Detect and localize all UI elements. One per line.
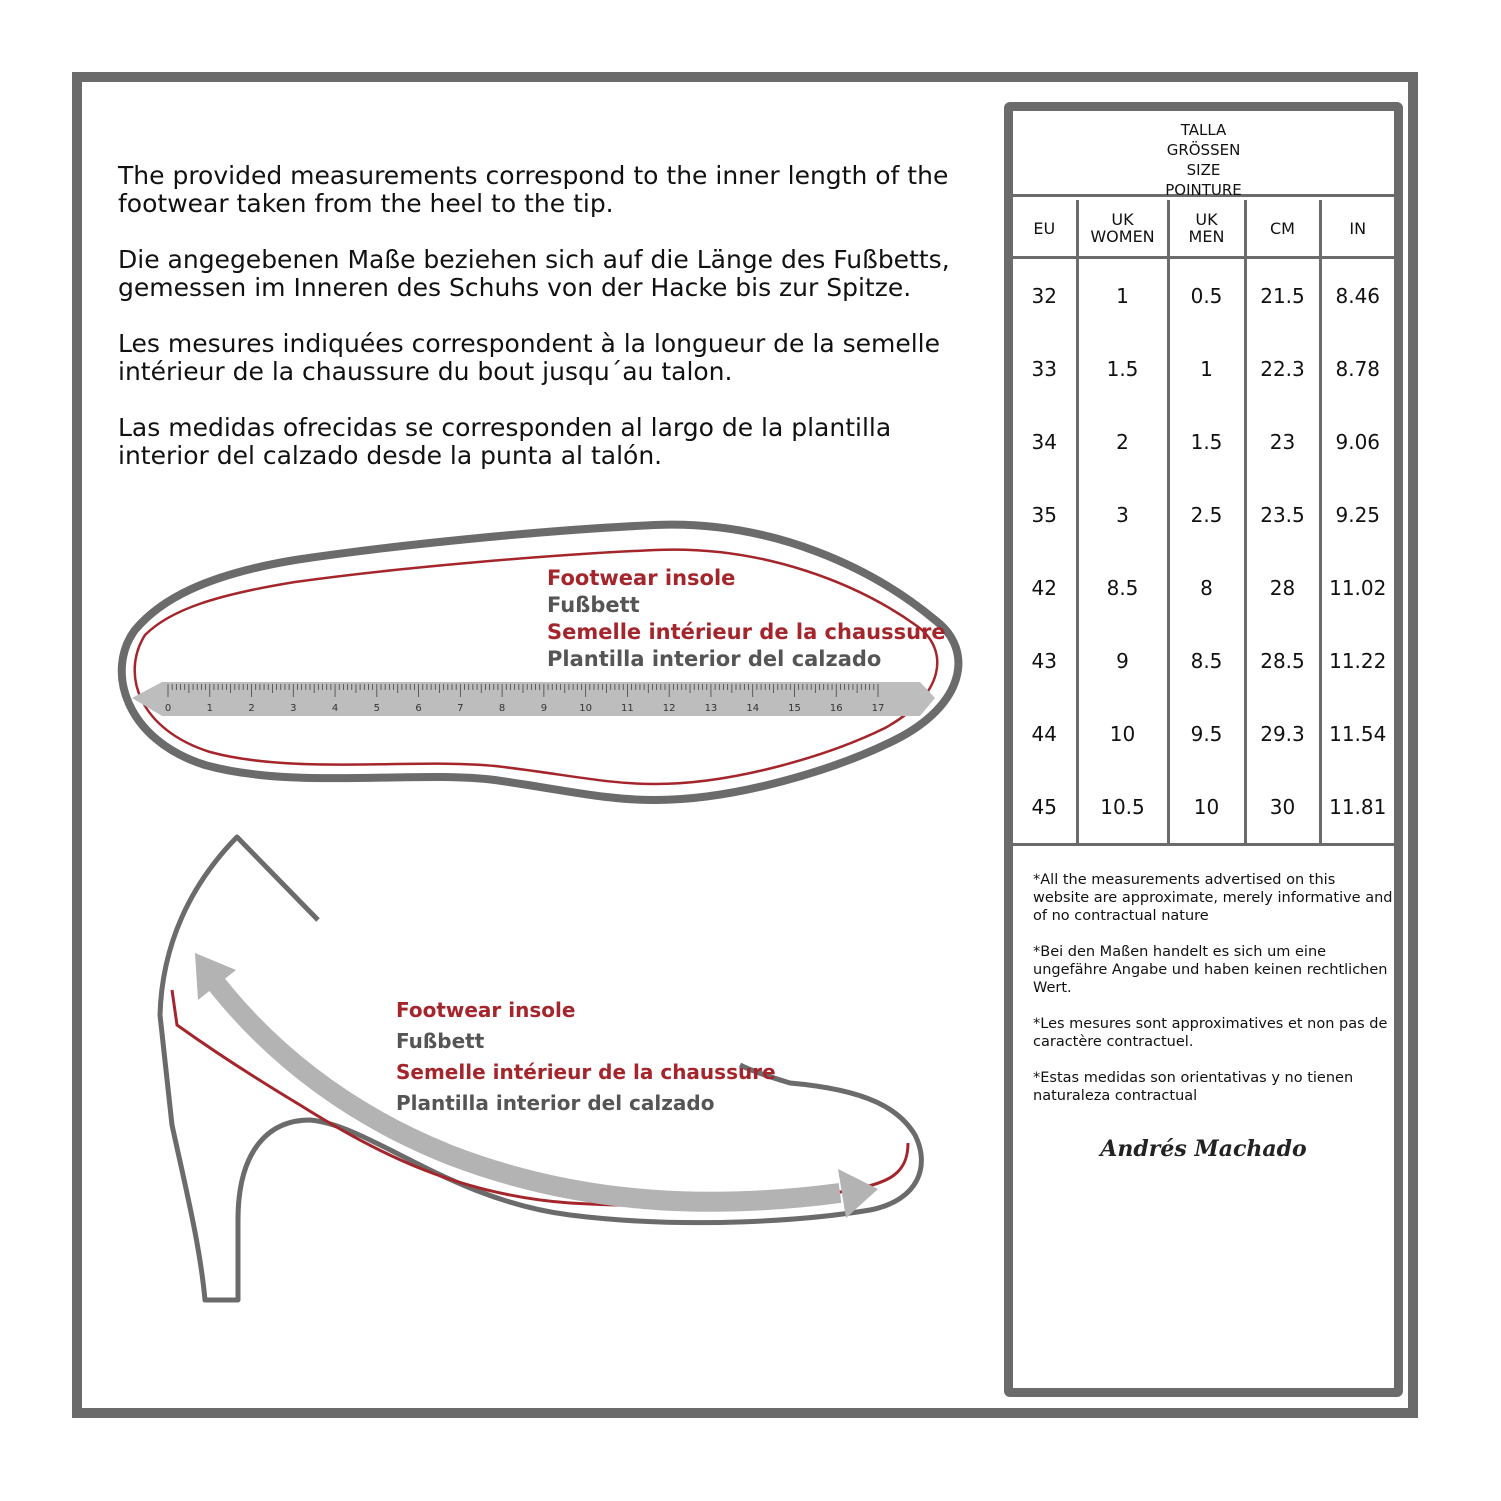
ruler-tick-label: 4 <box>331 703 339 714</box>
brand-logo: Andrés Machado <box>1100 1136 1307 1162</box>
cell-uk-men: 10 <box>1168 770 1245 845</box>
ruler-tick-label: 17 <box>871 703 885 714</box>
cell-eu: 35 <box>1013 478 1077 551</box>
note-es: *Estas medidas son orientativas y no tienen naturaleza contractual <box>1033 1070 1354 1104</box>
cell-cm: 30 <box>1245 770 1320 845</box>
ruler-tick-label: 16 <box>829 703 843 714</box>
cell-uk-men: 8 <box>1168 551 1245 624</box>
cell-uk-men: 2.5 <box>1168 478 1245 551</box>
cell-cm: 29.3 <box>1245 697 1320 770</box>
cell-in: 11.81 <box>1320 770 1394 845</box>
col-header-in: IN <box>1320 200 1394 258</box>
intro-fr: Les mesures indiquées correspondent à la longueur de la semelle intérieur de la chaussure du bout jusqu´au talon. <box>118 329 940 386</box>
pump-label-es: Plantilla interior del calzado <box>396 1091 715 1115</box>
ruler-tick-label: 0 <box>164 703 172 714</box>
size-chart-title <box>1013 111 1394 197</box>
note-en: *All the measurements advertised on this website are approximate, merely informative and of no contractual nature <box>1033 872 1393 924</box>
cell-uk-women: 1 <box>1077 258 1168 333</box>
title-en: SIZE <box>1186 161 1221 179</box>
cell-in: 8.78 <box>1335 356 1381 381</box>
ruler-tick-label: 13 <box>704 703 718 714</box>
cell-uk-men: 9.5 <box>1168 697 1245 770</box>
cell-uk-women: 2 <box>1077 405 1168 478</box>
cell-uk-women: 10 <box>1077 697 1168 770</box>
pump-label-fr: Semelle intérieur de la chaussure <box>396 1060 776 1084</box>
sole-label-es: Plantilla interior del calzado <box>547 647 882 671</box>
cell-cm: 23 <box>1245 405 1320 478</box>
cell-in: 9.06 <box>1335 429 1381 454</box>
cell-in: 11.22 <box>1329 648 1387 673</box>
table-row <box>1013 770 1394 845</box>
cell-in: 11.54 <box>1329 721 1387 746</box>
table-row <box>1013 332 1394 405</box>
table-row <box>1013 551 1394 624</box>
ruler-tick-label: 15 <box>788 703 801 714</box>
table-row <box>1013 624 1394 697</box>
ruler-tick-label: 6 <box>415 703 422 714</box>
cell-in: 11.02 <box>1329 575 1387 600</box>
title-de: GRÖSSEN <box>1166 141 1241 159</box>
intro-text <box>118 162 978 498</box>
cell-uk-women: 1.5 <box>1077 332 1168 405</box>
cell-uk-men: 1.5 <box>1168 405 1245 478</box>
ruler-tick-label: 8 <box>498 703 506 714</box>
cell-uk-women: 10.5 <box>1077 770 1168 845</box>
disclaimer-notes <box>1033 871 1393 1123</box>
sole-label-en: Footwear insole <box>547 566 736 590</box>
ruler-tick-label: 10 <box>579 703 593 714</box>
ruler-tick-label: 3 <box>290 703 297 714</box>
col-header-uk-women: UK WOMEN <box>1077 200 1168 258</box>
cell-cm: 21.5 <box>1245 258 1320 333</box>
ruler-tick-label: 14 <box>746 703 760 714</box>
table-row <box>1013 258 1394 333</box>
sole-label-de: Fußbett <box>547 593 640 617</box>
col-header-cm: CM <box>1245 200 1320 258</box>
size-table <box>1013 200 1394 846</box>
ruler-tick-label: 7 <box>457 703 464 714</box>
intro-de: Die angegebenen Maße beziehen sich auf die Länge des Fußbetts, gemessen im Inneren des Schuhs von der Hacke bis zur Spitze. <box>118 245 950 302</box>
ruler-tick-label: 1 <box>206 703 213 714</box>
intro-en: The provided measurements correspond to the inner length of the footwear taken from the heel to the tip. <box>118 161 949 218</box>
ruler-tick-label: 2 <box>248 703 255 714</box>
size-chart-panel <box>1004 102 1403 1397</box>
cell-uk-men: 0.5 <box>1168 258 1245 333</box>
ruler-tick-label: 12 <box>662 703 676 714</box>
note-fr: *Les mesures sont approximatives et non pas de caractère contractuel. <box>1033 1016 1388 1050</box>
cell-cm: 28.5 <box>1245 624 1320 697</box>
sole-label-fr: Semelle intérieur de la chaussure <box>547 620 946 644</box>
title-fr: POINTURE <box>1165 181 1242 199</box>
intro-es: Las medidas ofrecidas se corresponden al largo de la plantilla interior del calzado desde la punta al talón. <box>118 413 892 470</box>
cell-eu: 45 <box>1013 770 1077 845</box>
pump-label-de: Fußbett <box>396 1029 485 1053</box>
cell-uk-women: 3 <box>1077 478 1168 551</box>
cell-uk-men: 1 <box>1168 332 1245 405</box>
size-table-header-row <box>1013 200 1394 258</box>
cell-uk-men: 8.5 <box>1168 624 1245 697</box>
cell-cm: 22.3 <box>1245 332 1320 405</box>
col-header-uk-men: UK MEN <box>1168 200 1245 258</box>
col-header-eu: EU <box>1013 200 1077 258</box>
table-row <box>1013 405 1394 478</box>
ruler-tick-label: 5 <box>373 703 381 714</box>
title-es: TALLA <box>1180 121 1227 139</box>
cell-uk-women: 8.5 <box>1077 551 1168 624</box>
cell-eu: 42 <box>1013 551 1077 624</box>
cell-eu: 44 <box>1013 697 1077 770</box>
table-row <box>1013 697 1394 770</box>
cell-in: 9.25 <box>1335 502 1381 527</box>
note-de: *Bei den Maßen handelt es sich um eine ungefähre Angabe und haben keinen rechtlichen Wert. <box>1033 944 1388 996</box>
cell-uk-women: 9 <box>1077 624 1168 697</box>
cell-cm: 23.5 <box>1245 478 1320 551</box>
cell-in: 8.46 <box>1335 283 1381 308</box>
cell-eu: 32 <box>1013 258 1077 333</box>
ruler-tick-label: 11 <box>621 703 634 714</box>
cell-eu: 33 <box>1013 332 1077 405</box>
ruler-tick-label: 9 <box>540 703 548 714</box>
cell-eu: 34 <box>1013 405 1077 478</box>
cell-eu: 43 <box>1013 624 1077 697</box>
table-row <box>1013 478 1394 551</box>
cell-cm: 28 <box>1245 551 1320 624</box>
pump-label-en: Footwear insole <box>396 998 576 1022</box>
